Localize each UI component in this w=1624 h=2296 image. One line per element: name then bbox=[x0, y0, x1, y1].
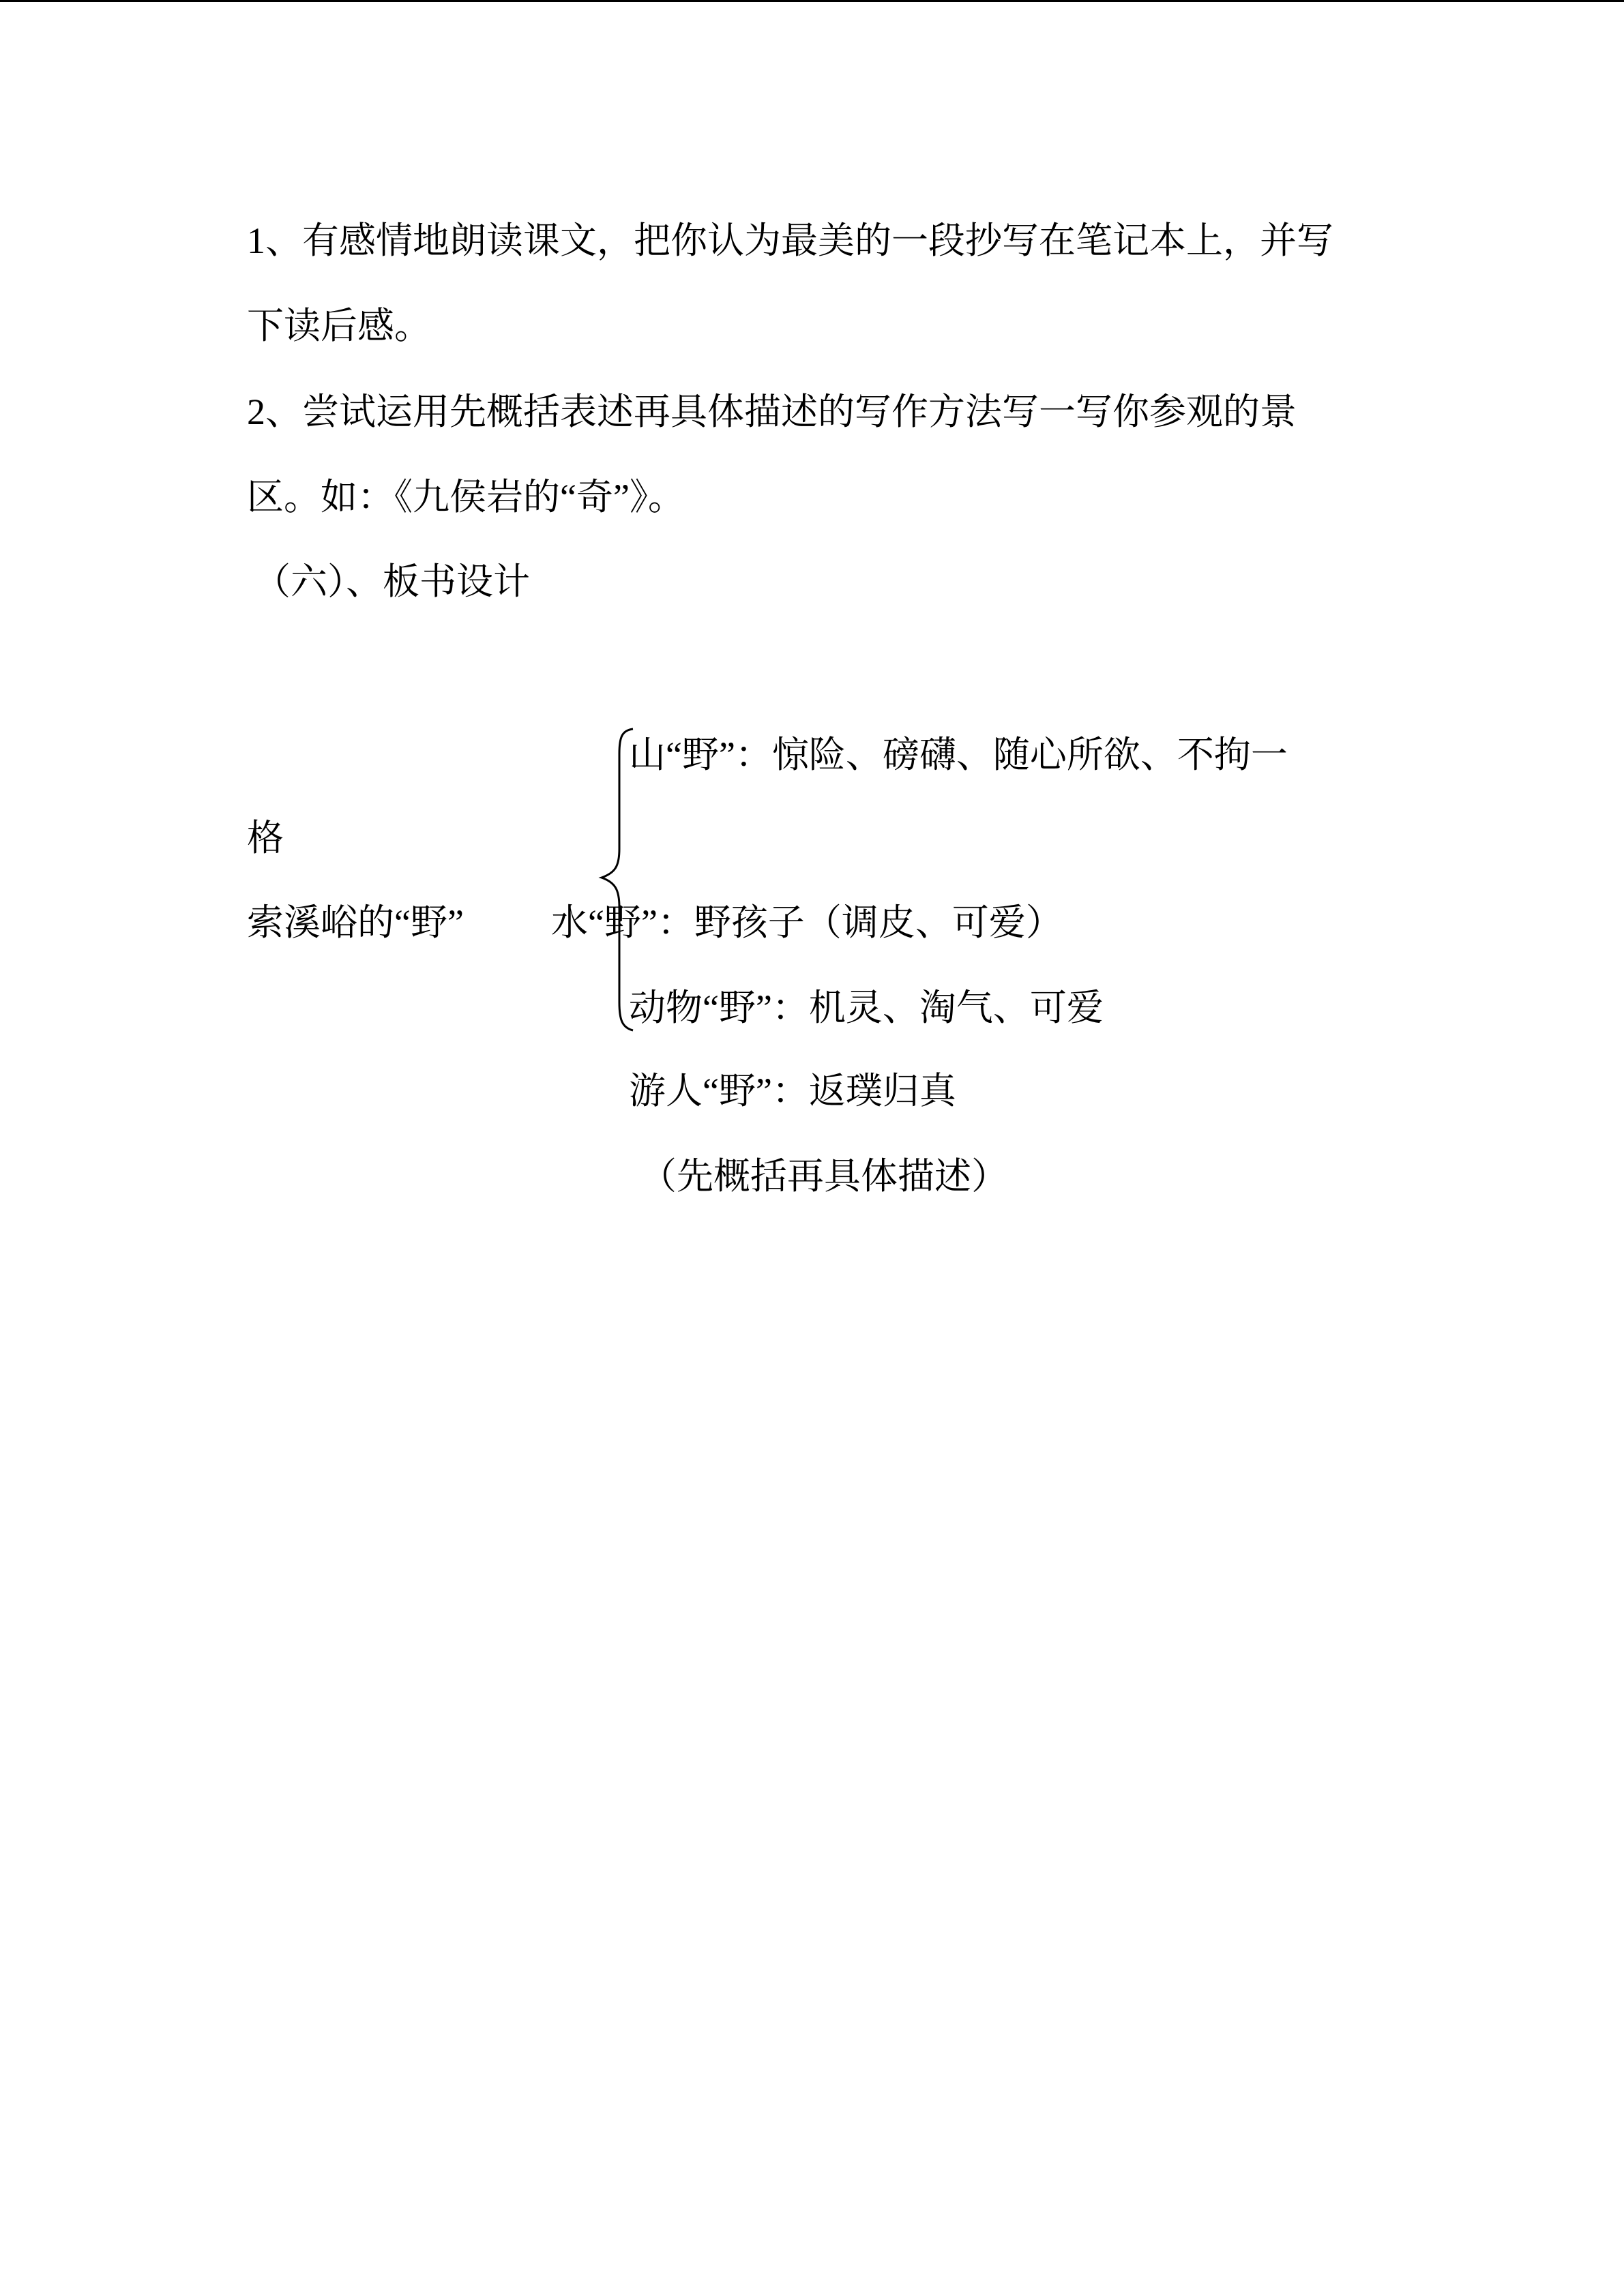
board-wrap-char: 格 bbox=[247, 818, 284, 859]
homework-line-4: 区。如：《九侯岩的“奇”》。 bbox=[247, 477, 685, 518]
homework-line-3: 2、尝试运用先概括表述再具体描述的写作方法写一写你参观的景 bbox=[247, 391, 1297, 432]
board-item-animal: 动物“野”：机灵、淘气、可爱 bbox=[629, 987, 1104, 1028]
board-item-mountain: 山“野”：惊险、磅礴、随心所欲、不拘一 bbox=[629, 734, 1288, 775]
homework-line-2: 下读后感。 bbox=[247, 305, 431, 346]
section-title: （六）、板书设计 bbox=[254, 561, 530, 602]
board-item-water: 水“野”：野孩子（调皮、可爱） bbox=[551, 902, 1063, 943]
board-note: （先概括再具体描述） bbox=[640, 1156, 1008, 1197]
board-item-tourist: 游人“野”：返璞归真 bbox=[629, 1071, 956, 1112]
board-main-topic: 索溪峪的“野” bbox=[247, 902, 464, 943]
homework-line-1: 1、有感情地朗读课文，把你认为最美的一段抄写在笔记本上，并写 bbox=[247, 220, 1333, 261]
curly-brace-icon bbox=[587, 726, 641, 1033]
